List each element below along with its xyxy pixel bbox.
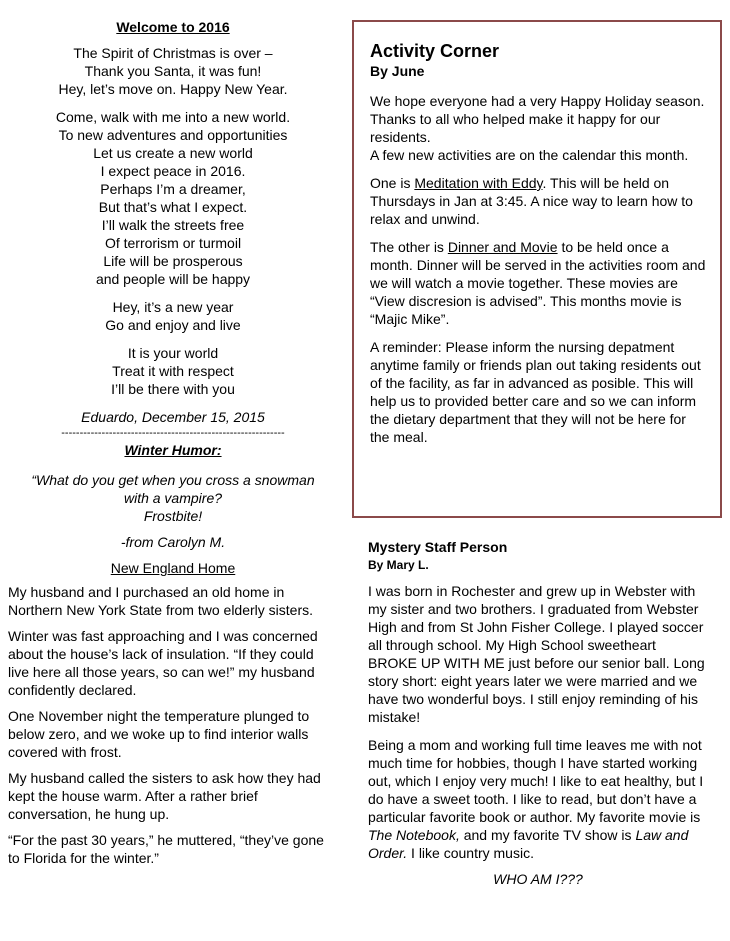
left-column	[8, 18, 338, 875]
favorite-movie: The Notebook,	[368, 827, 460, 843]
poem-line: Thank you Santa, it was fun!	[84, 63, 262, 79]
poem-stanza-1	[8, 44, 338, 98]
meditation-with-eddy: Meditation with Eddy	[414, 175, 543, 191]
winter-humor-title: Winter Humor:	[124, 442, 222, 458]
activity-intro-text-2: A few new activities are on the calendar this month.	[370, 147, 689, 163]
text-run: I like country music.	[407, 845, 534, 861]
joke-line: “What do you get when you cross a snowman	[31, 472, 315, 488]
poem-stanza-3	[8, 298, 338, 334]
poem-stanza-2	[8, 108, 338, 288]
text-run: . This will be held on Thursdays in Jan at 3:45. A nice way to learn how to relax and unwind.	[370, 175, 693, 227]
joke-line: with a vampire?	[123, 490, 223, 506]
story-paragraph: “For the past 30 years,” he muttered, “they’ve gone to Florida for the winter.”	[8, 832, 324, 866]
poem-line: Hey, it’s a new year	[112, 299, 234, 315]
poem-line: The Spirit of Christmas is over –	[73, 45, 273, 61]
mystery-staff-title: Mystery Staff Person	[368, 539, 508, 555]
joke-line: Frostbite!	[143, 508, 203, 524]
poem-line: Go and enjoy and live	[105, 317, 241, 333]
story-paragraph: Winter was fast approaching and I was concerned about the house’s lack of insulation. “If they could live here all those years, so can we!” my husband confidently declared.	[8, 628, 318, 698]
activity-meditation-paragraph	[370, 174, 706, 228]
story-title: New England Home	[110, 560, 236, 576]
activity-dinner-paragraph	[370, 238, 706, 328]
section-divider: -------------------------------------------------------------	[61, 427, 285, 439]
dinner-and-movie: Dinner and Movie	[447, 239, 558, 255]
activity-corner-title: Activity Corner	[370, 41, 500, 61]
joke-attribution: -from Carolyn M.	[120, 534, 226, 550]
text-run: The other is	[370, 239, 448, 255]
activity-intro	[370, 92, 706, 164]
joke	[8, 471, 338, 525]
story-paragraph: My husband and I purchased an old home in Northern New York State from two elderly sisters.	[8, 584, 314, 618]
poem-signature: Eduardo, December 15, 2015	[81, 409, 265, 425]
poem	[8, 44, 338, 398]
poem-line: I’ll be there with you	[111, 381, 235, 397]
story-paragraph: My husband called the sisters to ask how they had kept the house warm. After a rather brief conversation, he hung up.	[8, 770, 321, 822]
poem-line: It is your world	[127, 345, 219, 361]
poem-line: Hey, let’s move on. Happy New Year.	[58, 81, 288, 97]
poem-line: I expect peace in 2016.	[100, 163, 246, 179]
poem-line: Let us create a new world	[93, 145, 253, 161]
poem-line: To new adventures and opportunities	[58, 127, 288, 143]
mystery-paragraph-1: I was born in Rochester and grew up in Webster with my sister and two brothers. I graduated from Webster High and from St John Fisher College. I played soccer all through school. My High School sweetheart BROKE UP WITH ME just before our senior ball. Long story short: eight years later we were married and we have two wonderful boys. I still enjoy reminding of his mistake!	[368, 583, 705, 725]
poem-line: I’ll walk the streets free	[101, 217, 245, 233]
mystery-staff-byline: By Mary L.	[368, 558, 429, 572]
who-am-i: WHO AM I???	[493, 871, 583, 887]
activity-reminder: A reminder: Please inform the nursing depatment anytime family or friends plan out taking residents out of the facility, as far in advanced as posible. This will help us to provided better care and so we can inform the dietary department that they will not be here for the meal.	[370, 339, 701, 445]
activity-intro-text: We hope everyone had a very Happy Holiday season. Thanks to all who helped make it happy for our residents.	[370, 93, 705, 145]
activity-corner-box	[352, 20, 722, 518]
poem-line: Perhaps I’m a dreamer,	[100, 181, 246, 197]
poem-stanza-4	[8, 344, 338, 398]
activity-corner-byline: By June	[370, 63, 425, 79]
text-run: One is	[370, 175, 415, 191]
text-run: to be held once a month. Dinner will be served in the activities room and we will watch a movie together. These movies are “View discresion is advised”. This months movie is “Majic Mike”.	[370, 239, 706, 327]
right-column	[352, 20, 722, 888]
mystery-paragraph-2	[368, 736, 708, 862]
poem-line: Of terrorism or turmoil	[104, 235, 242, 251]
poem-line: But that’s what I expect.	[98, 199, 248, 215]
text-run: Being a mom and working full time leaves me with not much time for hobbies, though I have started working out, which I enjoy very much! I like to eat healthy, but I do have a sweet tooth. I like to read, but don’t have a particular favorite book or author. My favorite movie is	[368, 737, 704, 825]
poem-line: Life will be prosperous	[103, 253, 243, 269]
poem-line: and people will be happy	[95, 271, 251, 287]
story-paragraph: One November night the temperature plunged to below zero, and we woke up to find interior walls covered with frost.	[8, 708, 310, 760]
text-run: and my favorite TV show is	[459, 827, 636, 843]
favorite-tv-show: Law and Order.	[368, 827, 689, 861]
poem-line: Come, walk with me into a new world.	[55, 109, 291, 125]
poem-line: Treat it with respect	[112, 363, 234, 379]
mystery-staff-section	[352, 538, 708, 888]
welcome-title: Welcome to 2016	[116, 19, 230, 35]
